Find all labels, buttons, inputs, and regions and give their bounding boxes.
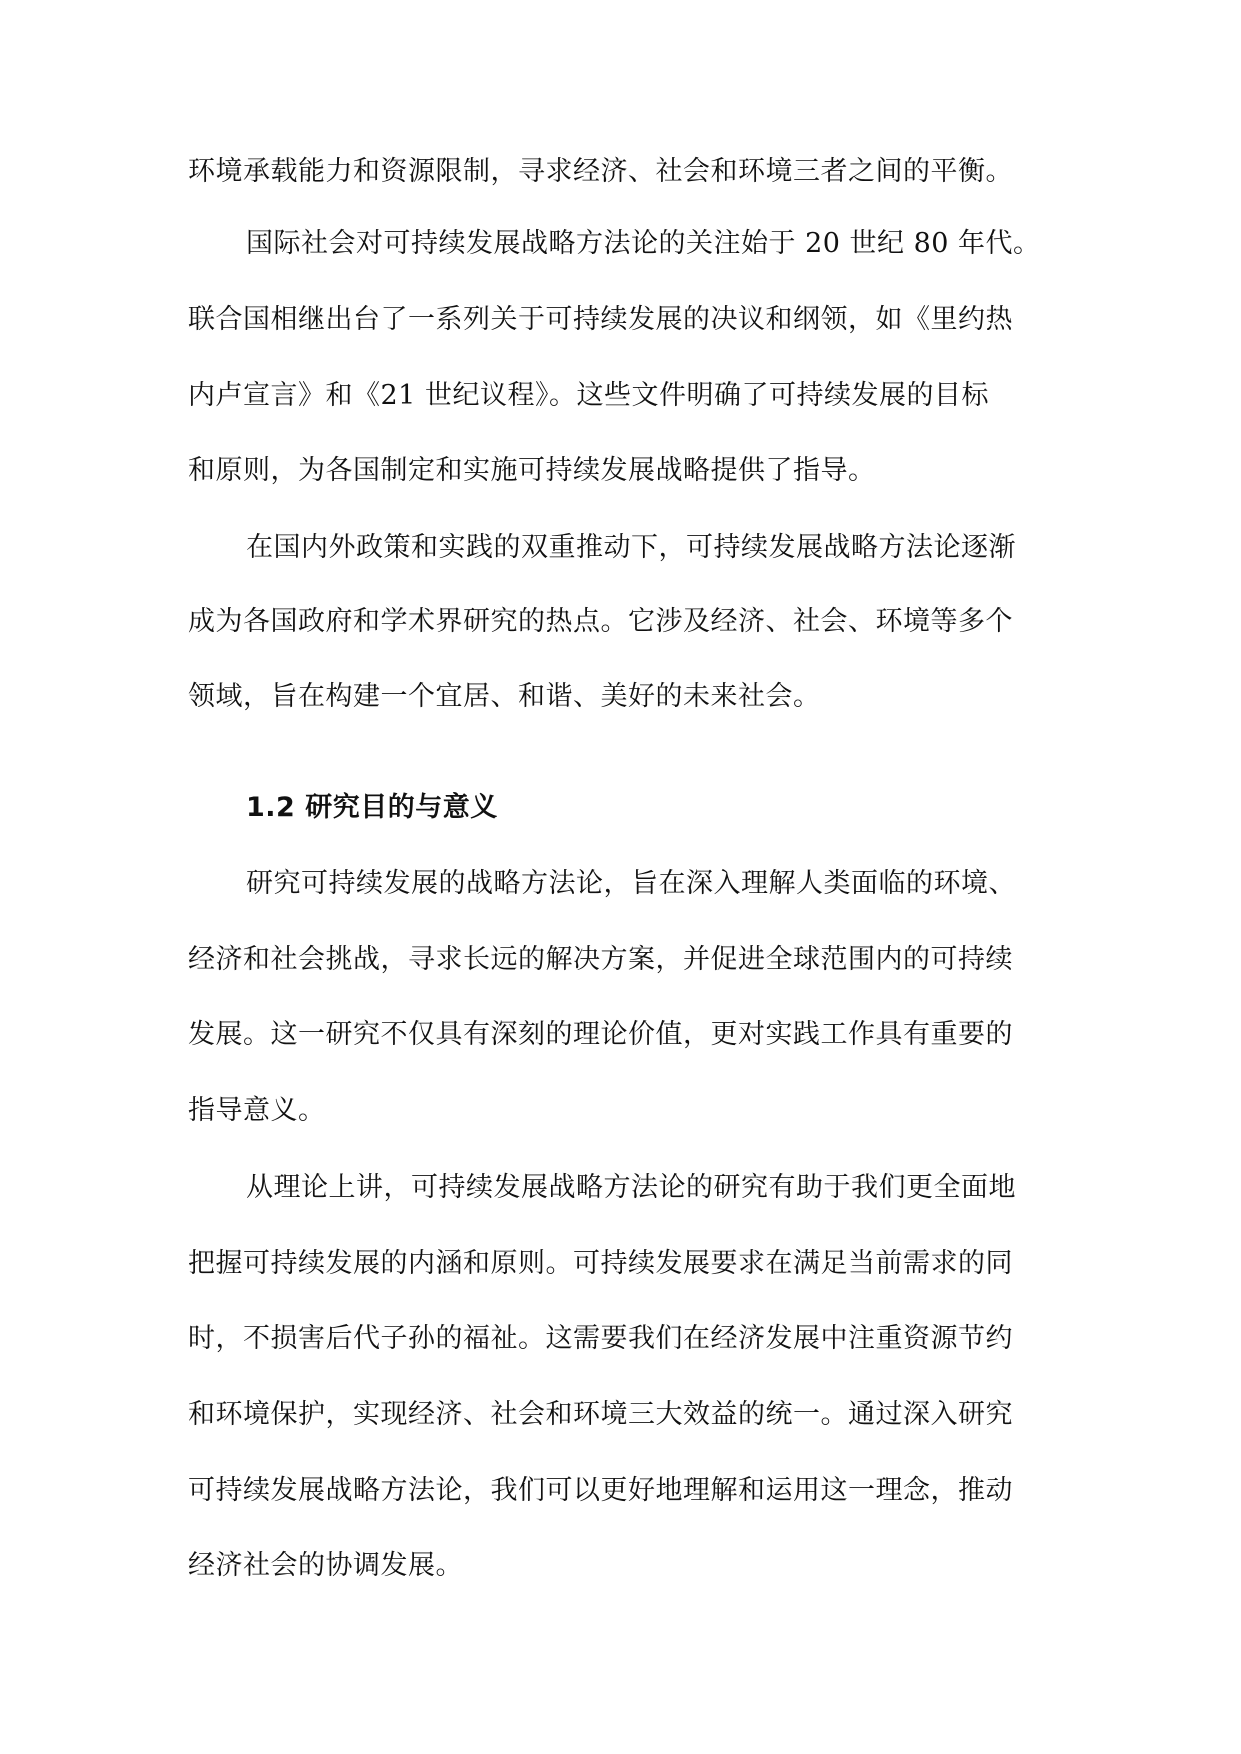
paragraph-5-line-5: 可持续发展战略方法论，我们可以更好地理解和运用这一理念，推动 xyxy=(188,1475,1013,1506)
paragraph-4-line-1: 研究可持续发展的战略方法论，旨在深入理解人类面临的环境、 xyxy=(246,868,1016,899)
paragraph-5-line-2: 把握可持续发展的内涵和原则。可持续发展要求在满足当前需求的同 xyxy=(188,1248,1013,1279)
section-heading: 1.2 研究目的与意义 xyxy=(246,792,498,823)
paragraph-2-line-1: 国际社会对可持续发展战略方法论的关注始于 20 世纪 80 年代。 xyxy=(246,228,1041,259)
paragraph-2-line-3: 内卢宣言》和《21 世纪议程》。这些文件明确了可持续发展的目标 xyxy=(188,380,989,411)
paragraph-1-line-1: 环境承载能力和资源限制，寻求经济、社会和环境三者之间的平衡。 xyxy=(188,156,1013,187)
paragraph-3-line-2: 成为各国政府和学术界研究的热点。它涉及经济、社会、环境等多个 xyxy=(188,606,1013,637)
paragraph-5-line-1: 从理论上讲，可持续发展战略方法论的研究有助于我们更全面地 xyxy=(246,1172,1016,1203)
paragraph-2-line-4: 和原则，为各国制定和实施可持续发展战略提供了指导。 xyxy=(188,455,876,486)
paragraph-4-line-3: 发展。这一研究不仅具有深刻的理论价值，更对实践工作具有重要的 xyxy=(188,1019,1013,1050)
paragraph-4-line-2: 经济和社会挑战，寻求长远的解决方案，并促进全球范围内的可持续 xyxy=(188,944,1013,975)
paragraph-2-line-2: 联合国相继出台了一系列关于可持续发展的决议和纲领，如《里约热 xyxy=(188,304,1013,335)
paragraph-3-line-3: 领域，旨在构建一个宜居、和谐、美好的未来社会。 xyxy=(188,681,821,712)
paragraph-5-line-3: 时，不损害后代子孙的福祉。这需要我们在经济发展中注重资源节约 xyxy=(188,1323,1013,1354)
paragraph-5-line-6: 经济社会的协调发展。 xyxy=(188,1550,463,1581)
paragraph-5-line-4: 和环境保护，实现经济、社会和环境三大效益的统一。通过深入研究 xyxy=(188,1399,1013,1430)
paragraph-4-line-4: 指导意义。 xyxy=(188,1095,326,1126)
paragraph-3-line-1: 在国内外政策和实践的双重推动下，可持续发展战略方法论逐渐 xyxy=(246,532,1016,563)
